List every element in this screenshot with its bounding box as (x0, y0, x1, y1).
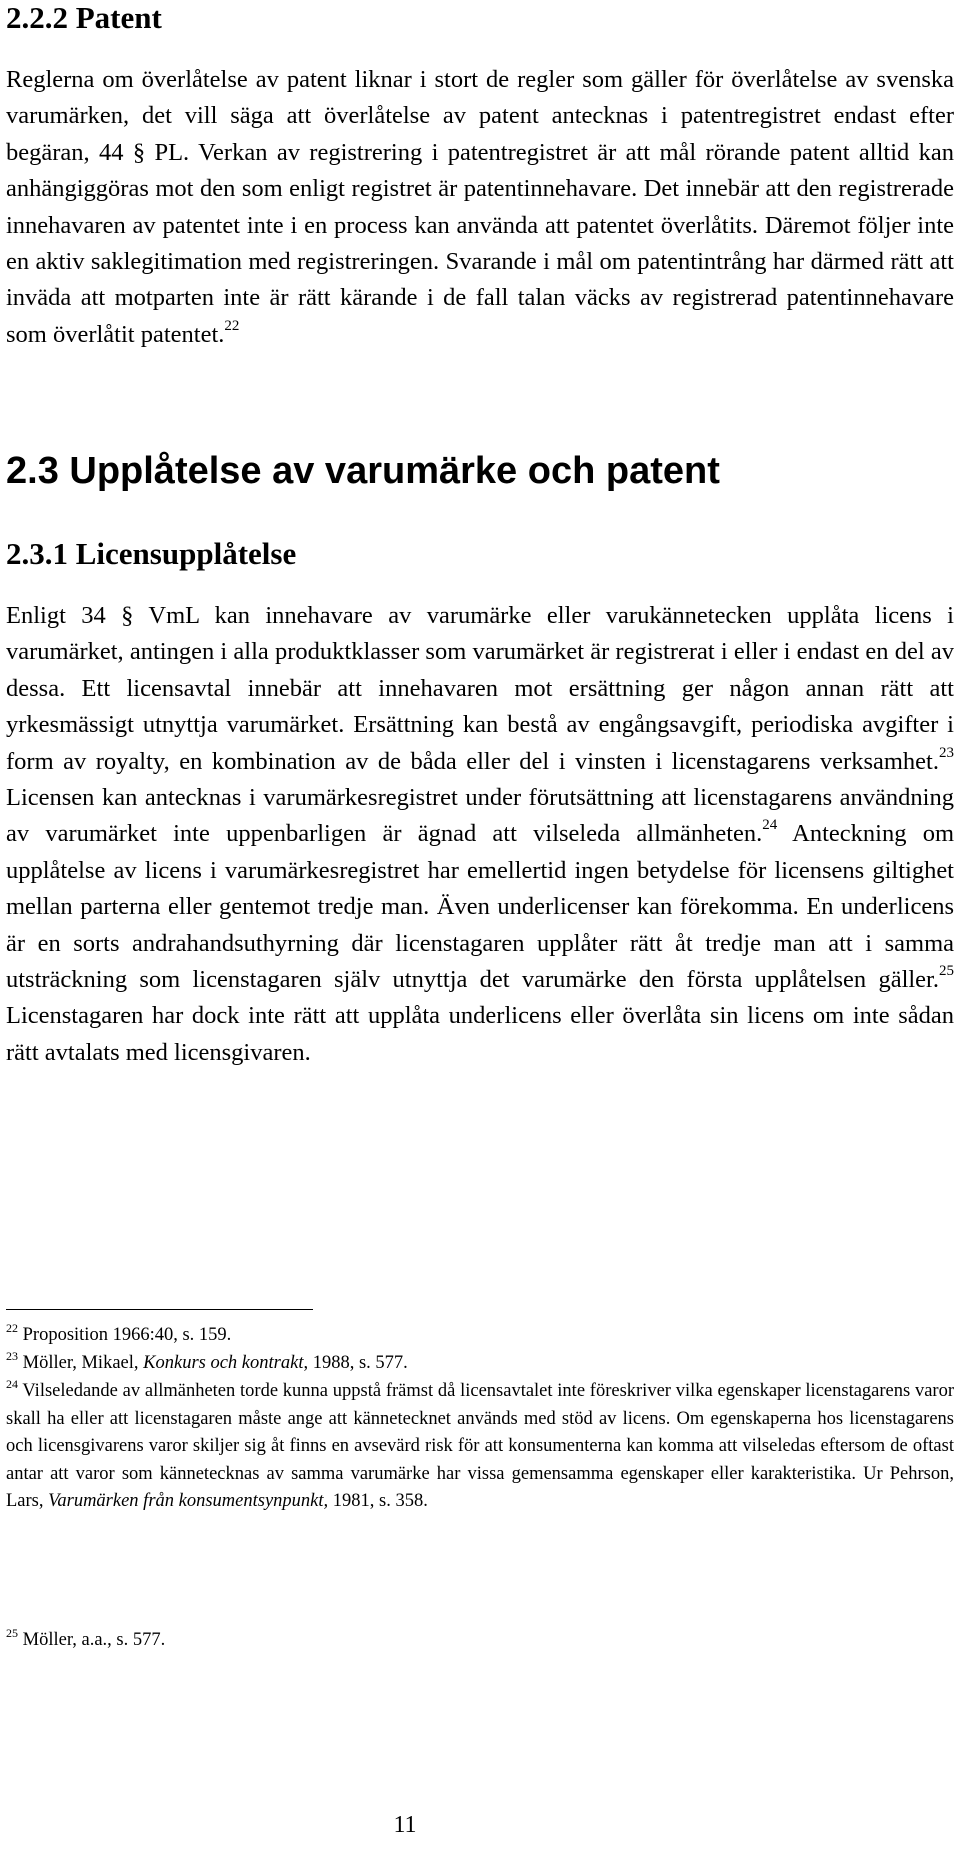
footnote-text: , 1988, s. 577. (303, 1353, 408, 1373)
footnote-text: Proposition 1966:40, s. 159. (18, 1325, 232, 1345)
paragraph-text-1: Enligt 34 § VmL kan innehavare av varumärke eller varukännetecken upplåta licens i varumärket, antingen i alla produktklasser som varumärket är registrerat i eller i endast en del av dessa. Ett licensavtal innebär att innehavaren mot ersättning ger någon annan rätt att yrkesmässigt utnyttja varumärket. Ersättning kan bestå av engångsavgift, periodiska avgifter i form av royalty, en kombination av de båda eller del i vinsten i licenstagarens verksamhet. (6, 602, 954, 775)
paragraph-text: Reglerna om överlåtelse av patent liknar i stort de regler som gäller för överlåtelse av svenska varumärken, det vill säga att överlåtelse av patent antecknas i patentregistret endast efter begäran, 44 § PL. Verkan av registrering i patentregistret är att mål rörande patent alltid kan anhängiggöras mot den som enligt registret är patentinnehavare. Det innebär att den registrerade innehavaren av patentet inte i en process kan använda att patentet överlåtits. Däremot följer inte en aktiv saklegitimation med registreringen. Svarande i mål om patentintrång har därmed rätt att inväda att motparten inte är rätt kärande i de fall talan väcks av registrerad patentinnehavare som överlåtit patentet. (6, 66, 954, 348)
footnote-25 (6, 1627, 954, 1655)
footnote-italic-title: Konkurs och kontrakt (143, 1353, 304, 1373)
footnote-text: 1981, s. 358. (328, 1491, 428, 1511)
footnote-text: Möller, a.a., s. 577. (18, 1630, 166, 1650)
section-heading-2-2-2: 2.2.2 Patent (6, 0, 162, 35)
footnote-number: 22 (6, 1321, 18, 1335)
footnote-number: 24 (6, 1377, 18, 1391)
footnote-number: 25 (6, 1626, 18, 1640)
footnote-ref-24[interactable]: 24 (762, 817, 778, 834)
footnote-ref-22[interactable]: 22 (224, 317, 240, 334)
section-heading-2-3-1: 2.3.1 Licensupplåtelse (6, 536, 297, 571)
paragraph-licensupplatelse (6, 598, 954, 1071)
footnote-ref-23[interactable]: 23 (939, 744, 954, 761)
paragraph-text-4: Licenstagaren har dock inte rätt att upplåta underlicens eller överlåta sin licens om inte sådan rätt avtalats med licensgivaren. (6, 1002, 954, 1066)
footnote-italic-title: Varumärken från konsumentsynpunkt, (48, 1491, 329, 1511)
footnote-separator (6, 1309, 313, 1310)
footnote-ref-25[interactable]: 25 (939, 963, 954, 980)
paragraph-patent (6, 62, 954, 353)
footnote-24 (6, 1378, 954, 1516)
paragraph-text-2: Licensen kan antecknas i varumärkesregistret under förutsättning att licenstagarens användning av varumärket inte uppenbarligen är ägnad att vilseleda allmänheten. (6, 784, 954, 848)
footnote-text: Vilseledande av allmänheten torde kunna uppstå främst då licensavtalet inte föreskriver vilka egenskaper licenstagarens varor skall ha eller att licenstagaren måste ange att kännetecknet används med stöd av licens. Om egenskaperna hos licenstagarens och licensgivarens varor skiljer sig åt finns en avsevärd risk för att konsumenterna kan komma att vilseledas eftersom de oftast antar att varor som kännetecknas av samma varumärke har vissa gemensamma egenskaper eller karakteristika. Ur Pehrson, Lars, (6, 1381, 954, 1511)
footnote-text: Möller, Mikael, (18, 1353, 144, 1373)
section-heading-2-3: 2.3 Upplåtelse av varumärke och patent (6, 450, 720, 492)
footnote-22 (6, 1322, 954, 1350)
footnote-23 (6, 1350, 954, 1378)
page-number: 11 (393, 1812, 417, 1838)
footnote-number: 23 (6, 1349, 18, 1363)
paragraph-text-3: Anteckning om upplåtelse av licens i varumärkesregistret har emellertid ingen betydelse för licensens giltighet mellan parterna eller gentemot tredje man. Även underlicenser kan förekomma. En underlicens är en sorts andrahandsuthyrning där licenstagaren upplåter rätt åt tredje man att i samma utsträckning som licenstagaren själv utnyttja det varumärke den första upplåtelsen gäller. (6, 820, 955, 994)
